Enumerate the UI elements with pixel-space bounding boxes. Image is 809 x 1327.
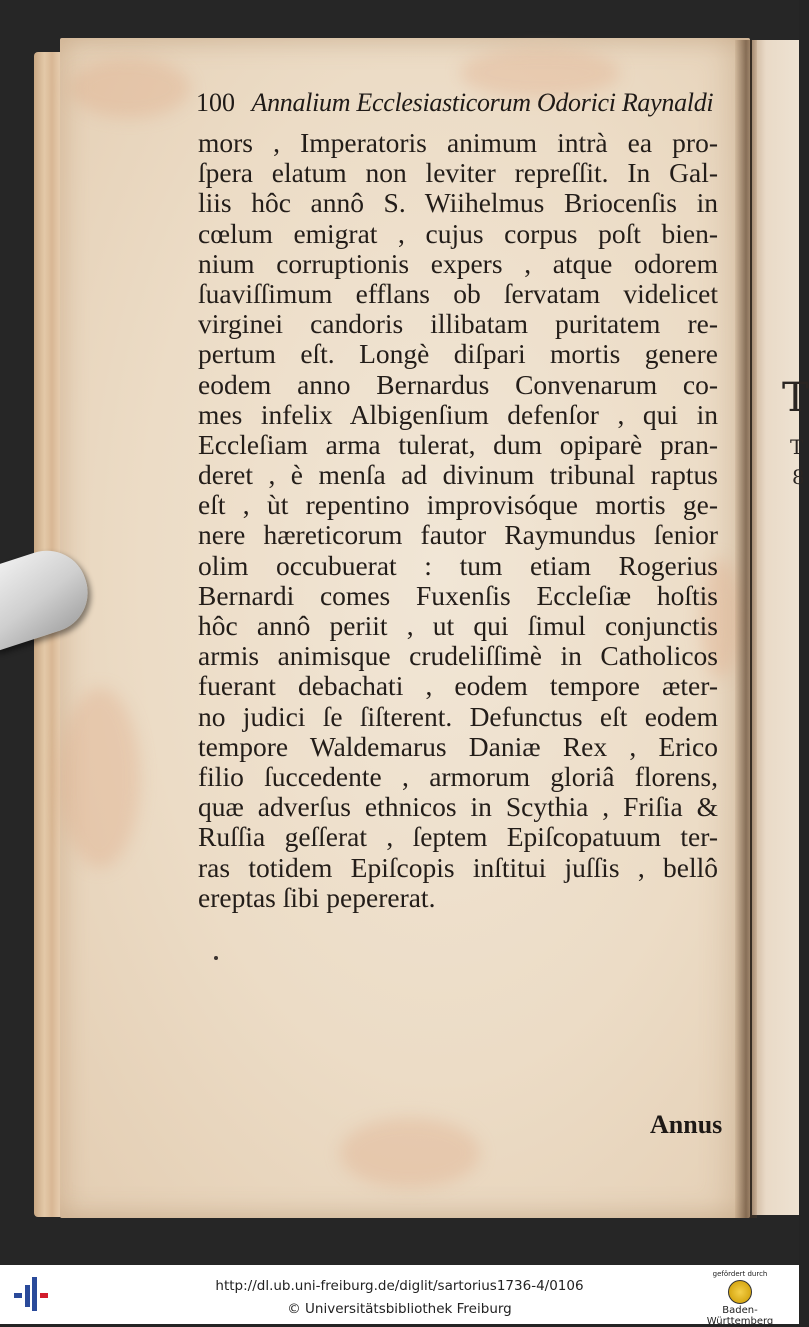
- text-line: tempore Waldemarus Daniæ Rex , Erico: [198, 730, 718, 762]
- book-gutter: [735, 40, 757, 1218]
- text-line: mes infelix Albigenſium defenſor , qui in: [198, 398, 718, 430]
- text-line: Bernardi comes Fuxenſis Eccleſiæ hoſtis: [198, 579, 718, 611]
- text-line: virginei candoris illibatam puritatem re-: [198, 308, 718, 340]
- ink-speck: [214, 956, 218, 960]
- funder-label: gefördert durch: [712, 1270, 768, 1278]
- text-line: ſpera elatum non leviter repreſſit. In Gal-: [198, 157, 718, 189]
- facing-page-glyph: 8: [792, 465, 805, 489]
- funder-badge[interactable]: [690, 1270, 790, 1327]
- facing-page-glyph: T: [782, 375, 809, 421]
- viewer-footer: [0, 1265, 799, 1327]
- text-line: no judici ſe ſiſterent. Defunctus eſt eodem: [198, 700, 718, 732]
- paper-stain: [60, 688, 140, 868]
- text-line: filio ſuccedente , armorum gloriâ florens,: [198, 760, 718, 792]
- text-line: eſt , ùt repentino improvisóque mortis ge-: [198, 489, 718, 521]
- running-head-title: Annalium Ecclesiasticorum Odorici Raynaldi: [251, 88, 714, 117]
- facing-page-glyph: T: [790, 435, 804, 459]
- text-line: ſuaviſſimum efflans ob ſervatam videlicet: [198, 277, 718, 309]
- text-line: armis animisque crudeliſſimè in Catholicos: [198, 640, 718, 672]
- page-body-text: [198, 128, 718, 913]
- text-line: pertum eſt. Longè diſpari mortis genere: [198, 338, 718, 370]
- facing-page-fragment: [752, 40, 809, 1215]
- text-line: deret , è menſa ad divinum tribunal raptus: [198, 459, 718, 491]
- text-line: ereptas ſibi pepererat.: [198, 881, 436, 913]
- text-line: Ruſſia geſſerat , ſeptem Epiſcopatuum ter-: [198, 821, 718, 853]
- text-line: olim occubuerat : tum etiam Rogerius: [198, 549, 718, 581]
- text-line: mors , Imperatoris animum intrà ea pro-: [198, 127, 718, 158]
- page-number: 100: [196, 88, 235, 117]
- text-line: cœlum emigrat , cujus corpus poſt bien-: [198, 217, 718, 249]
- copyright-notice: © Universitätsbibliothek Freiburg: [287, 1301, 512, 1317]
- funder-region: Baden-Württemberg: [706, 1305, 774, 1327]
- text-line: liis hôc annô S. Wiihelmus Briocenſis in: [198, 187, 718, 219]
- state-seal-icon: [728, 1280, 752, 1304]
- paper-stain: [70, 58, 190, 118]
- text-line: eodem anno Bernardus Convenarum co-: [198, 368, 718, 400]
- text-line: ras totidem Epiſcopis inſtitui juſſis , bellô: [198, 851, 718, 883]
- permalink-url[interactable]: http://dl.ub.uni-freiburg.de/diglit/sartorius1736-4/0106: [215, 1278, 584, 1294]
- text-line: fuerant debachati , eodem tempore æter-: [198, 670, 718, 702]
- catchword: Annus: [650, 1110, 723, 1139]
- text-line: quæ adverſus ethnicos in Scythia , Friſia &: [198, 791, 718, 823]
- paper-stain: [340, 1118, 480, 1188]
- text-line: Eccleſiam arma tulerat, dum opiparè pran-: [198, 428, 718, 460]
- running-header: [196, 88, 716, 118]
- text-line: nere hæreticorum fautor Raymundus ſenior: [198, 519, 718, 551]
- text-line: nium corruptionis expers , atque odorem: [198, 247, 718, 279]
- text-line: hôc annô periit , ut qui ſimul conjunctis: [198, 610, 718, 641]
